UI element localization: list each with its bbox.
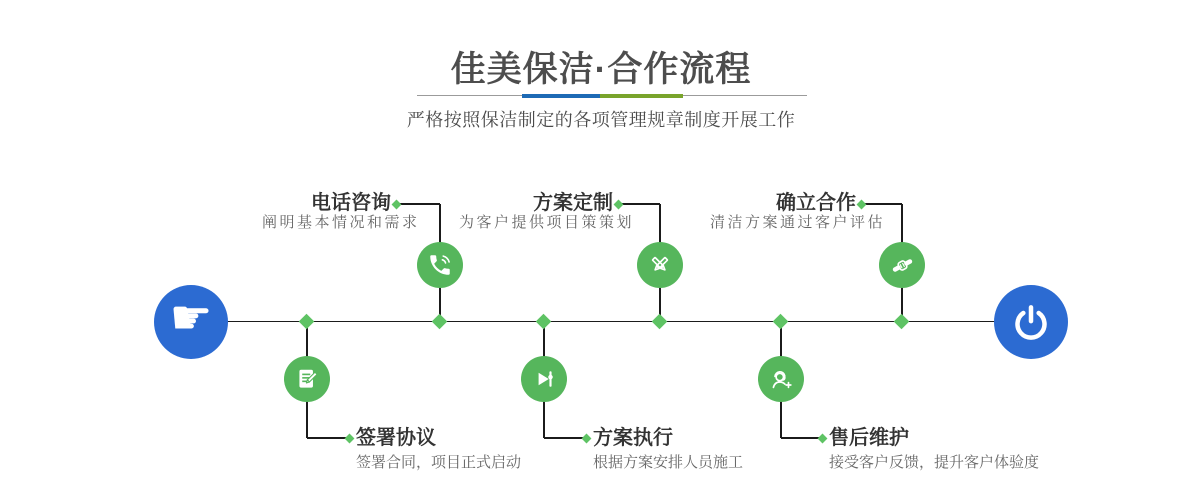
connector-line xyxy=(399,203,440,205)
end-node xyxy=(994,285,1068,359)
step-desc: 为客户提供项目策策划 xyxy=(459,214,635,231)
phone-icon xyxy=(427,252,453,278)
title-divider xyxy=(417,95,807,96)
timeline-node-diamond xyxy=(773,314,789,330)
sign-document-icon xyxy=(294,366,320,392)
step-marker-diamond xyxy=(613,199,623,209)
connector-line xyxy=(307,437,346,439)
play-execute-icon xyxy=(531,366,557,392)
step-marker-diamond xyxy=(817,433,827,443)
step-desc: 根据方案安排人员施工 xyxy=(593,454,744,471)
step-icon-badge xyxy=(284,356,330,402)
step-marker-diamond xyxy=(856,199,866,209)
timeline-node-diamond xyxy=(432,314,448,330)
connector-line xyxy=(621,203,660,205)
connector-line xyxy=(864,203,902,205)
step-title: 售后维护 xyxy=(829,427,909,449)
step-icon-badge xyxy=(879,242,925,288)
step-icon-badge xyxy=(521,356,567,402)
step-title: 方案定制 xyxy=(533,192,613,214)
page-subtitle: 严格按照保洁制定的各项管理规章制度开展工作 xyxy=(406,110,796,130)
timeline-node-diamond xyxy=(536,314,552,330)
timeline-node-diamond xyxy=(299,314,315,330)
divider-blue-segment xyxy=(522,94,600,98)
hand-pointer-icon: ☛ xyxy=(169,291,213,345)
customer-service-icon xyxy=(768,366,795,393)
handshake-icon xyxy=(889,252,916,279)
step-title: 确立合作 xyxy=(776,192,856,214)
connector-line xyxy=(781,437,819,439)
step-icon-badge xyxy=(758,356,804,402)
timeline-node-diamond xyxy=(894,314,910,330)
page-title: 佳美保洁·合作流程 xyxy=(450,50,752,89)
step-desc: 接受客户反馈，提升客户体验度 xyxy=(829,454,1040,471)
step-title: 电话咨询 xyxy=(311,192,391,214)
step-marker-diamond xyxy=(344,433,354,443)
step-icon-badge xyxy=(417,242,463,288)
start-node xyxy=(154,285,228,359)
step-title: 签署协议 xyxy=(356,427,436,449)
step-icon-badge xyxy=(637,242,683,288)
step-marker-diamond xyxy=(581,433,591,443)
connector-line xyxy=(544,437,583,439)
power-icon xyxy=(1011,302,1051,342)
step-desc: 阐明基本情况和需求 xyxy=(262,214,420,231)
step-desc: 签署合同，项目正式启动 xyxy=(356,454,522,471)
step-marker-diamond xyxy=(391,199,401,209)
divider-green-segment xyxy=(600,94,683,98)
step-desc: 清洁方案通过客户评估 xyxy=(710,214,886,231)
step-title: 方案执行 xyxy=(593,427,673,449)
timeline-node-diamond xyxy=(652,314,668,330)
design-tools-icon xyxy=(647,252,673,278)
